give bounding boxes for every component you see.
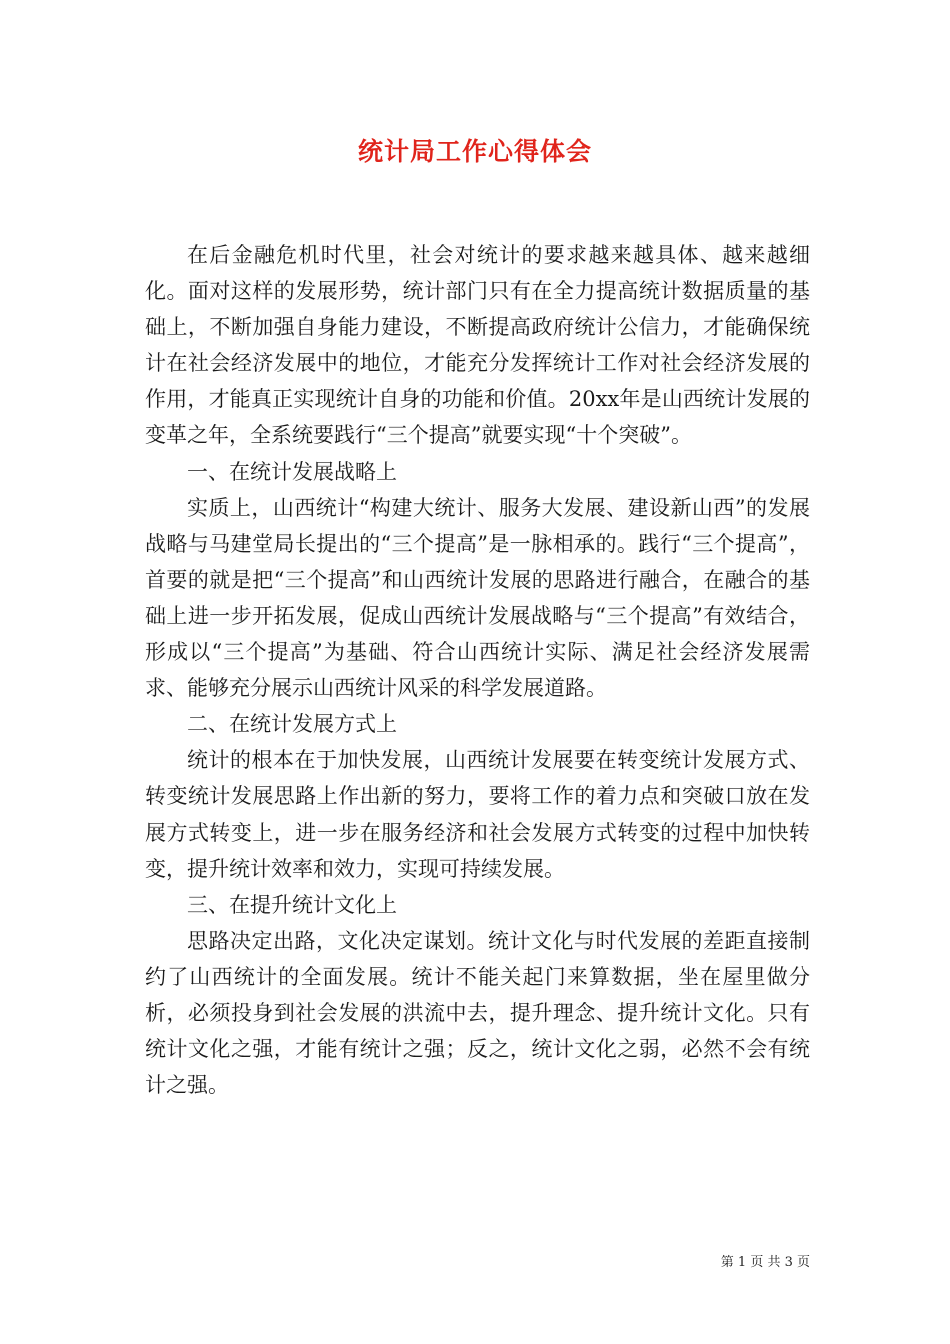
paragraph-culture: 思路决定出路，文化决定谋划。统计文化与时代发展的差距直接制约了山西统计的全面发展。统计不能关起门来算数据，坐在屋里做分析，必须投身到社会发展的洪流中去，提升理念、提升统计文化。只有统计文化之强，才能有统计之强；反之，统计文化之弱，必然不会有统计之强。 — [145, 928, 810, 1098]
paragraph-intro: 在后金融危机时代里，社会对统计的要求越来越具体、越来越细化。面对这样的发展形势，统计部门只有在全力提高统计数据质量的基础上，不断加强自身能力建设，不断提高政府统计公信力，才能确保统计在社会经济发展中的地位，才能充分发挥统计工作对社会经济发展的作用，才能真正实现统计自身的功能和价值。20xx年是山西统计发展的变革之年，全系统要践行“三个提高”就要实现“十个突破”。 — [145, 243, 810, 448]
section-heading-method: 二、在统计发展方式上 — [187, 712, 397, 737]
section-heading-culture: 三、在提升统计文化上 — [187, 892, 397, 917]
page-title: 统计局工作心得体会 — [357, 137, 592, 166]
section-heading-strategy: 一、在统计发展战略上 — [187, 459, 397, 484]
document-body — [145, 237, 810, 1103]
page-number-footer: 第 1 页 共 3 页 — [720, 1255, 810, 1270]
paragraph-strategy: 实质上，山西统计“构建大统计、服务大发展、建设新山西”的发展战略与马建堂局长提出的“三个提高”是一脉相承的。践行“三个提高”，首要的就是把“三个提高”和山西统计发展的思路进行融合，在融合的基础上进一步开拓发展，促成山西统计发展战略与“三个提高”有效结合，形成以“三个提高”为基础、符合山西统计实际、满足社会经济发展需求、能够充分展示山西统计风采的科学发展道路。 — [145, 495, 810, 701]
paragraph-method: 统计的根本在于加快发展，山西统计发展要在转变统计发展方式、转变统计发展思路上作出新的努力，要将工作的着力点和突破口放在发展方式转变上，进一步在服务经济和社会发展方式转变的过程中加快转变，提升统计效率和效力，实现可持续发展。 — [145, 748, 810, 881]
